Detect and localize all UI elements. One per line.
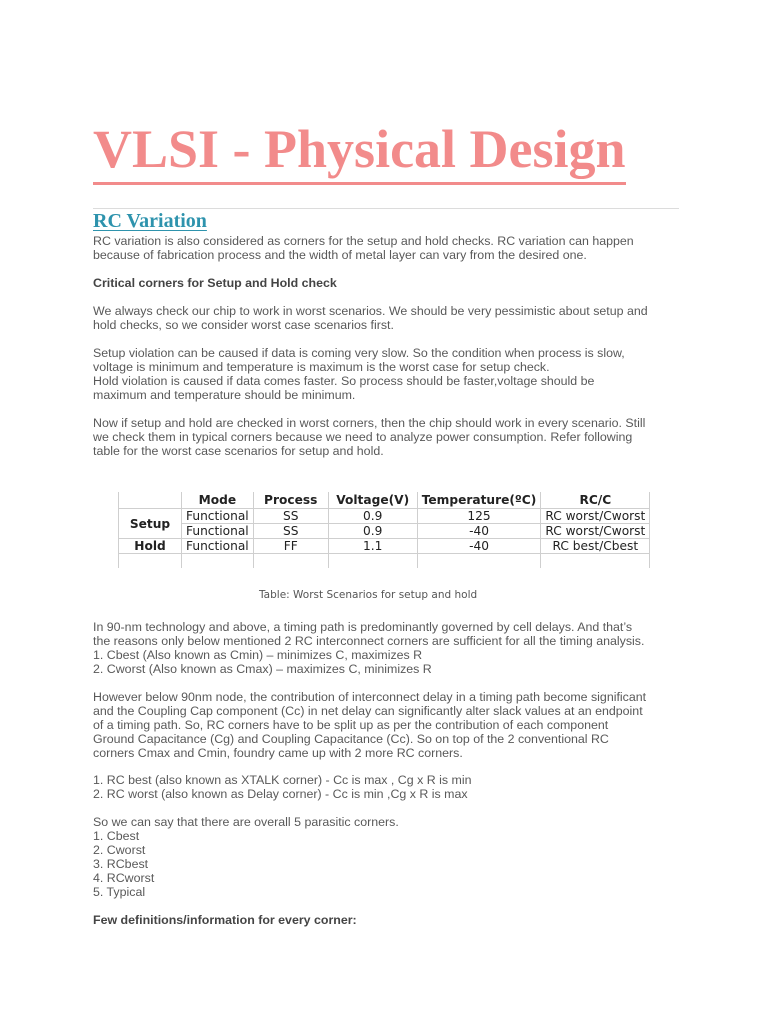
paragraph-worst-scenarios [93,304,683,332]
table-header-cell: Mode [182,492,254,509]
table-header-row [119,492,650,509]
table-cell: 0.9 [328,524,417,539]
text-line: of a timing path. So, RC corners have to be split up as per the contribution of each component [93,718,609,732]
text-line: Now if setup and hold are checked in worst corners, then the chip should work in every scenario. Still [93,416,646,430]
text-line: 5. Typical [93,885,146,899]
text-line: 3. RCbest [93,857,149,871]
table-cell: -40 [417,524,541,539]
table-cell: 1.1 [328,539,417,554]
table-row [119,509,650,524]
text-line: because of fabrication process and the width of metal layer can vary from the desired one. [93,248,587,262]
text-line: Few definitions/information for every corner: [93,913,357,927]
table-cell: RC worst/Cworst [541,509,650,524]
paragraph-90nm [93,620,683,676]
table-header-cell [119,492,182,509]
table-row [119,524,650,539]
paragraph-below-90nm [93,690,683,760]
table-header-cell: Voltage(V) [328,492,417,509]
text-line: So we can say that there are overall 5 parasitic corners. [93,815,399,829]
text-line: However below 90nm node, the contribution of interconnect delay in a timing path become significant [93,690,647,704]
text-line: hold checks, so we consider worst case scenarios first. [93,318,394,332]
table-cell: SS [253,524,328,539]
section-title: RC Variation [93,210,207,232]
table-cell: Functional [182,524,254,539]
text-line: 2. RC worst (also known as Delay corner) - Cc is min ,Cg x R is max [93,787,468,801]
text-line: table for the worst case scenarios for setup and hold. [93,444,384,458]
table-header-cell: Process [253,492,328,509]
paragraph-rc-corners [93,773,683,801]
paragraph-violations [93,346,683,402]
table-row-label-hold: Hold [119,539,182,554]
text-line: Hold violation is caused if data comes faster. So process should be faster,voltage should be [93,374,595,388]
text-line: 2. Cworst (Also known as Cmax) – maximizes C, minimizes R [93,662,432,676]
table-row [119,539,650,554]
table-cell: RC worst/Cworst [541,524,650,539]
text-line: voltage is minimum and temperature is maximum is the worst case for setup check. [93,360,550,374]
table-cell: RC best/Cbest [541,539,650,554]
text-line: 1. Cbest [93,829,140,843]
text-line: 1. Cbest (Also known as Cmin) – minimizes C, maximizes R [93,648,423,662]
text-line: RC variation is also considered as corners for the setup and hold checks. RC variation can happen [93,234,634,248]
critical-corners-heading [93,276,683,290]
text-line: corners Cmax and Cmin, foundry came up with 2 more RC corners. [93,746,463,760]
definitions-heading [93,913,683,927]
paragraph-typical-corners [93,416,683,458]
text-line: and the Coupling Cap component (Cc) in net delay can significantly alter slack values at an endpoint [93,704,643,718]
table-cell: -40 [417,539,541,554]
paragraph-rc-variation [93,234,683,262]
text-line: We always check our chip to work in worst scenarios. We should be very pessimistic about setup and [93,304,648,318]
table-caption: Table: Worst Scenarios for setup and hold [259,589,478,601]
table-spacer-row [119,554,650,569]
text-line: Setup violation can be caused if data is coming very slow. So the condition when process is slow, [93,346,625,360]
page-title: VLSI - Physical Design [93,116,626,185]
table-row-label-setup: Setup [119,509,182,539]
text-line: Ground Capacitance (Cg) and Coupling Capacitance (Cc). So on top of the 2 conventional RC [93,732,609,746]
text-line: maximum and temperature should be minimum. [93,388,356,402]
text-line: In 90-nm technology and above, a timing path is predominantly governed by cell delays. And that’s [93,620,633,634]
text-line: the reasons only below mentioned 2 RC interconnect corners are sufficient for all the timing analysis. [93,634,645,648]
paragraph-parasitic-corners [93,815,683,899]
text-line: 2. Cworst [93,843,146,857]
table-cell: Functional [182,539,254,554]
text-line: 4. RCworst [93,871,155,885]
text-line: 1. RC best (also known as XTALK corner) - Cc is max , Cg x R is min [93,773,472,787]
table-cell: Functional [182,509,254,524]
table-header-cell: Temperature(ºC) [417,492,541,509]
worst-scenarios-table [118,492,650,568]
text-line: we check them in typical corners because we need to analyze power consumption. Refer following [93,430,633,444]
text-line: Critical corners for Setup and Hold check [93,276,337,290]
table-cell: FF [253,539,328,554]
table-header-cell: RC/C [541,492,650,509]
table-cell: 125 [417,509,541,524]
table-cell: 0.9 [328,509,417,524]
table-cell: SS [253,509,328,524]
